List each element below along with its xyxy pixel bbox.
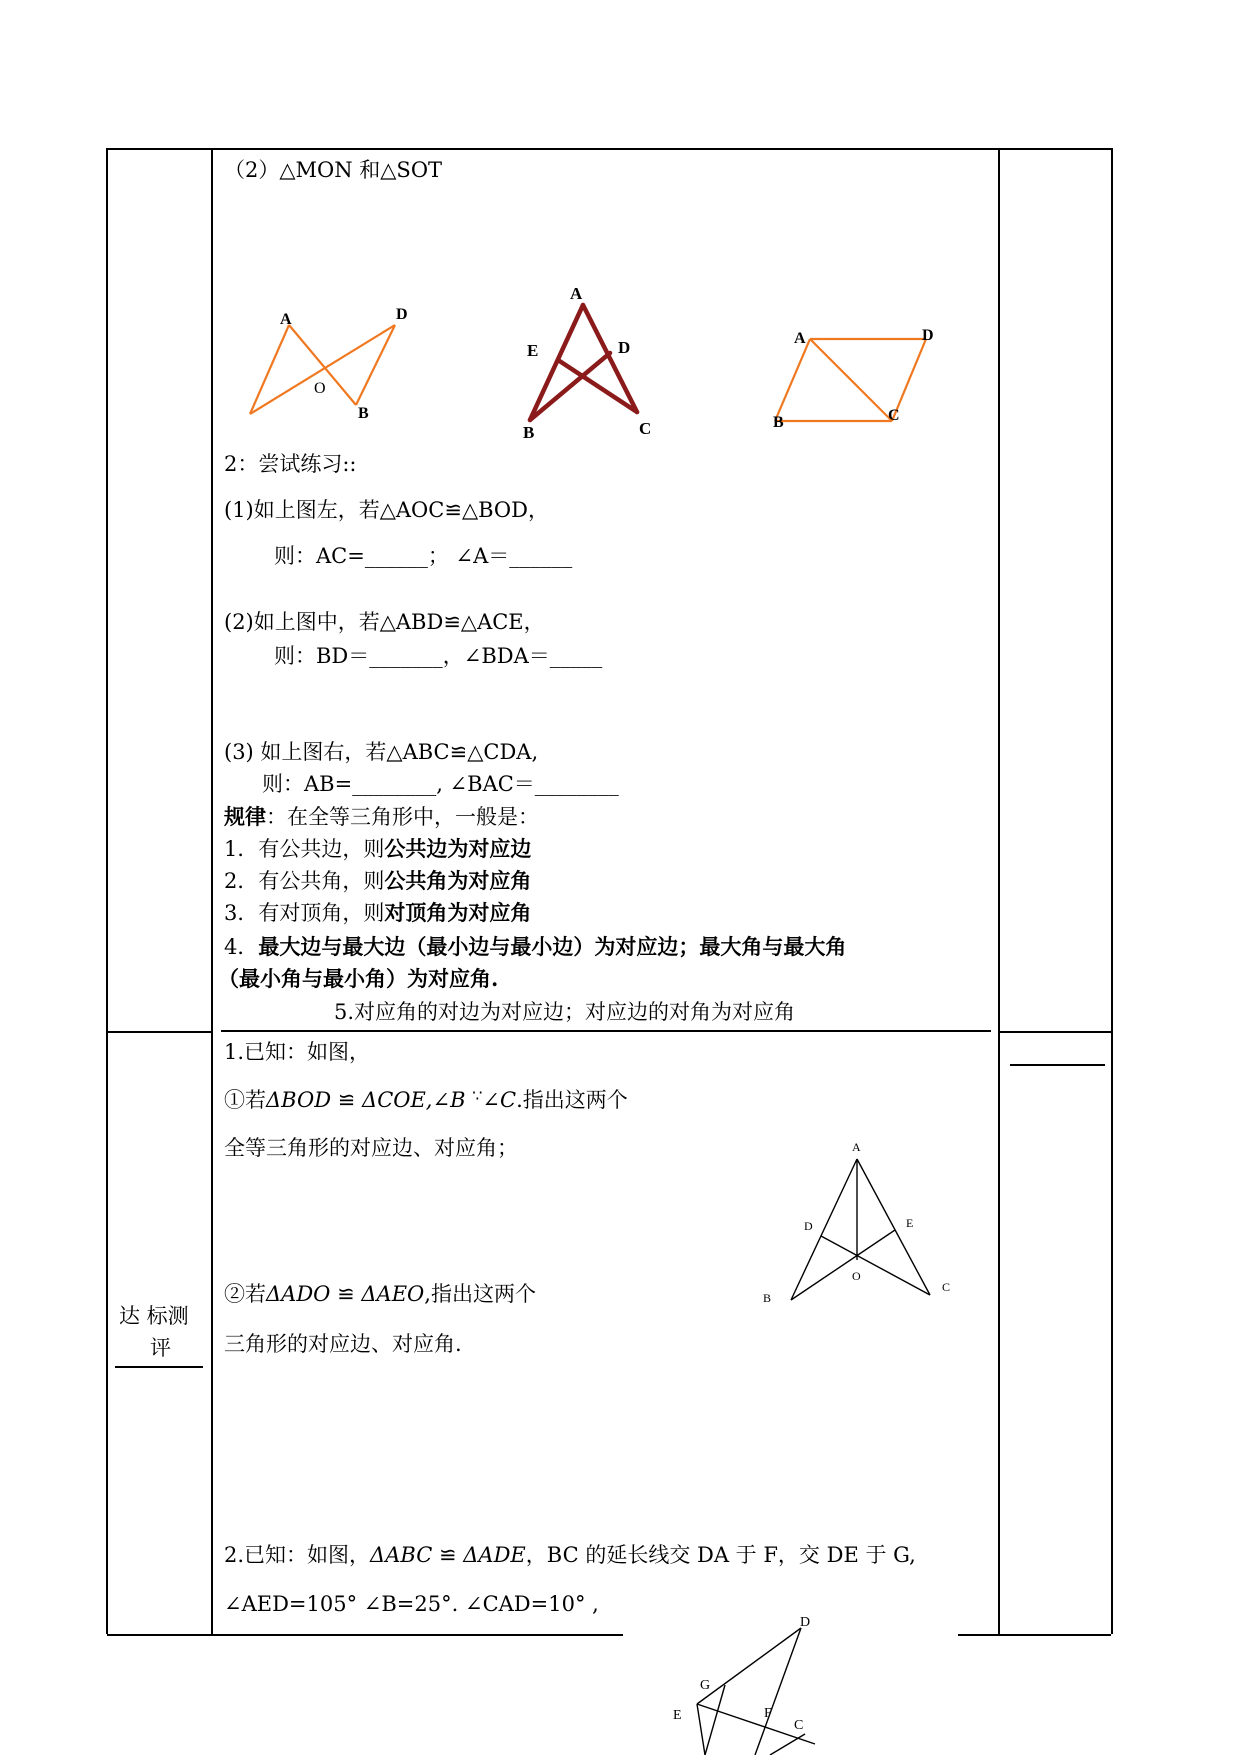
figure-test-triangle xyxy=(755,1135,965,1310)
p1-a-line2: 全等三角形的对应边、对应角； xyxy=(224,1136,518,1160)
p1-a-prefix: ①若 xyxy=(224,1088,266,1112)
table-row-divider xyxy=(221,1030,991,1032)
rule-4-line1 xyxy=(224,934,846,960)
p1-b-line1 xyxy=(224,1282,536,1307)
label-O: O xyxy=(314,380,326,397)
rule-2-bold: 公共角为对应角 xyxy=(384,868,532,893)
label-C: C xyxy=(888,407,900,424)
label-C: C xyxy=(639,419,652,438)
label-C: C xyxy=(942,1280,951,1294)
rule-1-bold: 公共边为对应边 xyxy=(384,836,532,861)
label-A: A xyxy=(852,1140,861,1154)
label-D: D xyxy=(396,306,408,323)
rule-3-prefix: 3．有对顶角，则 xyxy=(224,901,385,925)
rule-2-prefix: 2．有公共角，则 xyxy=(224,869,385,893)
rule-1 xyxy=(224,836,531,862)
figure-right-parallelogram xyxy=(760,320,950,435)
p2-suffix: ，BC 的延长线交 DA 于 F，交 DE 于 G, xyxy=(525,1543,916,1567)
p1-a-symbol: ∵ xyxy=(472,1086,483,1105)
q2-line1: (2)如上图中，若△ABD≌△ACE， xyxy=(224,610,545,634)
rule-3 xyxy=(224,900,531,926)
rule-1-prefix: 1．有公共边，则 xyxy=(224,837,385,861)
p1-a-math2: ΔCOE,∠B xyxy=(362,1088,466,1112)
p2-math2: ΔADE xyxy=(463,1543,526,1567)
rule-3-bold: 对顶角为对应角 xyxy=(384,900,532,925)
p1-a-cong: ≌ xyxy=(337,1088,356,1112)
p1-intro: 1.已知：如图， xyxy=(224,1040,371,1064)
q2-line2: 则：BD＝_______，∠BDA＝_____ xyxy=(274,644,603,668)
rule-5: 5.对应角的对边为对应边；对应边的对角为对应角 xyxy=(334,1000,796,1024)
rule-4-bold-1: 最大边与最大边（最小边与最小边）为对应边；最大角与最大角 xyxy=(258,934,847,959)
table-row-divider xyxy=(998,1031,1111,1033)
label-E: E xyxy=(527,341,539,360)
section2-label-underline xyxy=(115,1366,203,1368)
rule-label: 规律 xyxy=(224,804,266,829)
rule-4-line2: （最小角与最小角）为对应角. xyxy=(218,966,499,991)
try-heading: 2：尝试练习:: xyxy=(224,452,357,476)
q3-line2: 则：AB=________, ∠BAC＝________ xyxy=(262,772,619,796)
p1-b-line2: 三角形的对应边、对应角. xyxy=(224,1332,462,1356)
item2-title: （2）△MON 和△SOT xyxy=(224,158,443,182)
label-D: D xyxy=(618,338,631,357)
label-D: D xyxy=(804,1219,813,1233)
label-B: B xyxy=(763,1291,772,1305)
label-E: E xyxy=(906,1216,914,1230)
label-B: B xyxy=(773,414,784,431)
label-D: D xyxy=(800,1615,811,1630)
label-A: A xyxy=(794,330,806,347)
table-left-border xyxy=(106,148,108,1634)
p2-cong: ≌ xyxy=(438,1543,457,1567)
table-col-divider-1 xyxy=(211,148,213,1634)
label-A: A xyxy=(280,311,292,328)
p1-a-suffix: .指出这两个 xyxy=(516,1088,628,1112)
label-O: O xyxy=(852,1269,861,1283)
p1-a-math3: ∠C xyxy=(482,1088,517,1112)
figure-left-bowtie xyxy=(240,295,420,425)
rule-4-prefix: 4． xyxy=(224,935,259,959)
table-top-border xyxy=(107,148,1112,150)
q1-line1: (1)如上图左，若△AOC≌△BOD， xyxy=(224,498,549,522)
label-B: B xyxy=(358,405,369,422)
rule-intro xyxy=(224,804,539,830)
table-bottom-border xyxy=(107,1634,623,1636)
p1-b-math2: ΔAEO xyxy=(361,1282,425,1306)
rule-intro-text: ：在全等三角形中，一般是： xyxy=(266,805,539,829)
label-E: E xyxy=(673,1708,682,1723)
label-D: D xyxy=(922,327,934,344)
p1-b-prefix: ②若 xyxy=(224,1282,266,1306)
figure-test2-partial xyxy=(665,1604,835,1755)
q3-line1: (3) 如上图右，若△ABC≌△CDA, xyxy=(224,740,539,764)
label-B: B xyxy=(523,423,535,442)
table-row-divider xyxy=(107,1031,211,1033)
p2-math1: ΔABC xyxy=(370,1543,433,1567)
p1-a-line1 xyxy=(224,1086,628,1113)
label-C: C xyxy=(794,1718,804,1733)
figure-middle-triangle xyxy=(515,280,665,445)
p2-line2: ∠AED=105° ∠B=25°. ∠CAD=10° , xyxy=(224,1592,599,1616)
p1-b-math1: ΔADO xyxy=(266,1282,331,1306)
table-bottom-border xyxy=(958,1634,1111,1636)
table-col-divider-2 xyxy=(998,148,1000,1634)
p2-prefix: 2.已知：如图， xyxy=(224,1543,371,1567)
right-cell-line xyxy=(1010,1064,1105,1066)
section2-label-line1: 达 标测 xyxy=(119,1304,189,1328)
q1-line2: 则：AC=______； ∠A＝______ xyxy=(274,544,573,568)
label-A: A xyxy=(570,284,583,303)
p1-b-suffix: ,指出这两个 xyxy=(424,1282,536,1306)
table-right-border xyxy=(1111,148,1113,1634)
section2-label-line2: 评 xyxy=(150,1336,171,1360)
p2-line1 xyxy=(224,1543,916,1568)
p1-a-math1: ΔBOD xyxy=(266,1088,332,1112)
label-G: G xyxy=(700,1678,711,1693)
rule-2 xyxy=(224,868,531,894)
p1-b-cong: ≌ xyxy=(337,1282,355,1306)
label-F: F xyxy=(764,1706,772,1721)
